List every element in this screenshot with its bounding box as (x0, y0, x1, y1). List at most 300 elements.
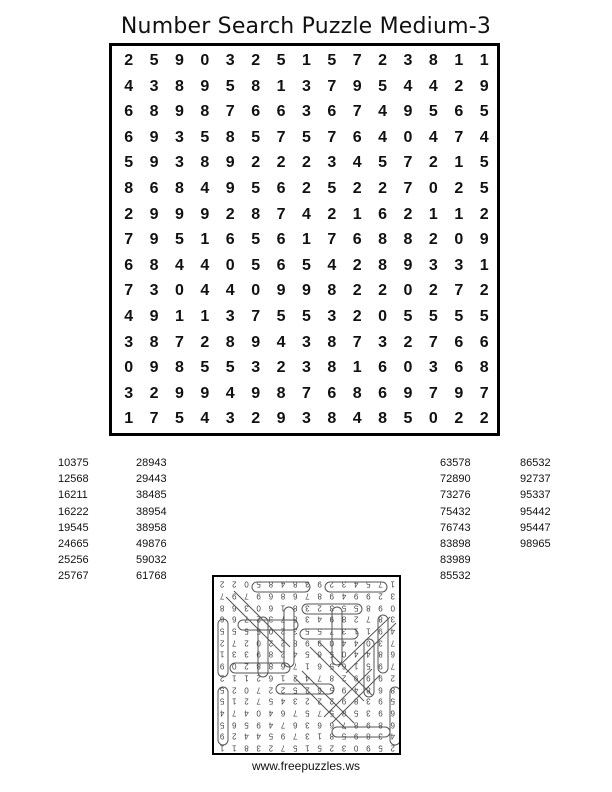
answer-key-cell: 4 (390, 626, 395, 636)
word-list-item: 83989 (440, 554, 471, 567)
answer-key-cell: 0 (268, 626, 274, 636)
grid-cell: 2 (124, 205, 134, 223)
word-list-item: 28943 (136, 457, 167, 469)
answer-key-cell: 2 (232, 579, 237, 589)
grid-cell: 4 (378, 128, 388, 146)
grid-cell: 9 (301, 282, 311, 300)
answer-key-cell: 6 (268, 591, 274, 601)
grid-cell: 1 (276, 77, 286, 95)
grid-cell: 0 (403, 128, 413, 146)
answer-diagonal (226, 597, 282, 653)
answer-key-cell: 9 (366, 591, 371, 601)
grid-cell: 4 (124, 77, 134, 95)
grid-cell: 9 (276, 282, 286, 300)
answer-key-cell: 2 (268, 743, 274, 753)
grid-cell: 9 (149, 231, 159, 249)
answer-key-cell: 2 (244, 661, 249, 671)
grid-cell: 8 (149, 333, 159, 351)
answer-key-cell: 3 (366, 696, 371, 706)
grid-cell: 9 (276, 410, 286, 428)
answer-key-cell: 2 (256, 614, 261, 624)
word-list-item: 83898 (440, 538, 471, 551)
grid-cell: 2 (327, 205, 337, 223)
answer-key-cell: 5 (244, 719, 249, 729)
grid-cell: 6 (327, 103, 337, 121)
grid-cell: 5 (327, 52, 337, 69)
grid-cell: 9 (175, 103, 184, 121)
answer-key-cell: 8 (366, 603, 371, 613)
answer-key-cell: 9 (378, 603, 383, 613)
grid-cell: 6 (378, 359, 388, 377)
grid-cell: 8 (175, 359, 184, 377)
answer-key-cell: 5 (305, 708, 310, 718)
grid-cell: 1 (200, 231, 210, 249)
answer-key-cell: 8 (353, 719, 359, 729)
answer-key-cell: 6 (341, 661, 347, 671)
grid-cell: 9 (225, 154, 235, 172)
answer-key-cell: 3 (390, 614, 395, 624)
grid-cell: 2 (479, 205, 489, 223)
grid-cell: 4 (200, 282, 210, 300)
answer-key-cell: 9 (378, 626, 383, 636)
answer-loop (332, 727, 390, 737)
answer-key-cell: 6 (232, 719, 237, 729)
answer-key-cell: 8 (378, 614, 383, 624)
answer-key-cell: 5 (341, 731, 347, 741)
answer-key-cell: 1 (232, 696, 237, 706)
grid-cell: 9 (149, 359, 159, 377)
word-list-item: 98965 (520, 538, 551, 551)
grid-cell: 5 (479, 103, 489, 121)
answer-key-cell: 9 (256, 591, 261, 601)
answer-key-cell: 8 (256, 661, 261, 671)
answer-key-cell: 2 (219, 638, 225, 648)
grid-cell: 7 (301, 384, 311, 402)
answer-key-cell: 7 (378, 579, 383, 589)
answer-key-cell: 6 (317, 661, 322, 671)
answer-key-cell: 8 (293, 614, 298, 624)
answer-key-cell: 6 (268, 673, 274, 683)
grid-cell: 5 (428, 103, 438, 121)
answer-key-cell: 7 (232, 708, 237, 718)
grid-cell: 9 (454, 384, 464, 402)
answer-key-cell: 3 (366, 708, 371, 718)
grid-cell: 2 (251, 154, 261, 172)
grid-cell: 5 (124, 154, 134, 172)
grid-cell: 2 (352, 256, 362, 274)
grid-cell: 2 (454, 410, 464, 428)
grid-cell: 8 (403, 231, 413, 249)
answer-key-cell: 2 (268, 684, 274, 694)
answer-key-cell: 5 (293, 743, 298, 753)
word-list-item: 75432 (440, 505, 471, 518)
answer-key-cell: 2 (232, 684, 237, 694)
answer-key-cell: 0 (244, 684, 249, 694)
grid-cell: 2 (378, 179, 388, 197)
grid-cell: 2 (428, 231, 438, 249)
answer-key-cell: 5 (305, 626, 310, 636)
answer-key-cell: 0 (256, 638, 261, 648)
grid-cell: 5 (276, 52, 286, 69)
answer-key-cell: 1 (232, 743, 237, 753)
grid-cell: 7 (327, 128, 337, 146)
grid-cell: 0 (454, 231, 464, 249)
answer-key-cell: 7 (280, 614, 286, 624)
grid-cell: 2 (200, 333, 210, 351)
answer-key-cell: 9 (317, 579, 322, 589)
grid-cell: 2 (479, 410, 489, 428)
grid-cell: 4 (200, 179, 210, 197)
answer-key-cell: 9 (366, 673, 371, 683)
answer-key-cell: 7 (390, 638, 395, 648)
grid-cell: 3 (327, 154, 337, 172)
grid-cell: 5 (251, 231, 261, 249)
answer-key-cell: 4 (219, 708, 225, 718)
grid-cell: 5 (403, 410, 413, 428)
answer-key-cell: 9 (232, 591, 237, 601)
answer-key-cell: 5 (268, 731, 274, 741)
grid-cell: 0 (124, 359, 134, 377)
answer-key-cell: 0 (329, 638, 335, 648)
answer-key-cell: 5 (317, 743, 322, 753)
grid-cell: 4 (200, 256, 210, 274)
answer-key-cell: 3 (293, 696, 298, 706)
grid-cell: 5 (479, 179, 489, 197)
answer-key-cell: 2 (305, 684, 310, 694)
grid-cell: 6 (454, 359, 464, 377)
grid-cell: 3 (149, 282, 159, 300)
answer-loop (218, 619, 228, 677)
grid-cell: 6 (124, 103, 134, 121)
answer-key-cell: 8 (378, 649, 383, 659)
grid-cell: 2 (251, 410, 261, 428)
answer-key-cell: 7 (256, 696, 261, 706)
grid-cell: 8 (479, 359, 489, 377)
word-list-item: 61768 (136, 570, 167, 583)
grid-cell: 6 (276, 179, 286, 197)
grid-cell: 4 (124, 307, 134, 325)
word-list-item: 59032 (136, 554, 167, 567)
answer-key-cell: 2 (256, 673, 261, 683)
grid-cell: 0 (378, 307, 388, 325)
grid-cell: 7 (327, 77, 337, 95)
grid-cell: 0 (175, 282, 184, 300)
grid-cell: 2 (428, 154, 438, 172)
word-list-item: 25767 (58, 570, 89, 583)
answer-key-cell: 7 (293, 731, 298, 741)
answer-key-cell: 6 (390, 719, 395, 729)
answer-key-cell: 0 (244, 579, 249, 589)
answer-key-cell: 5 (329, 684, 335, 694)
answer-key-cell: 3 (341, 579, 347, 589)
answer-key-cell: 9 (353, 673, 359, 683)
answer-key-cell: 4 (244, 708, 249, 718)
answer-key-cell: 6 (378, 684, 383, 694)
answer-key-cell: 8 (219, 603, 225, 613)
answer-key-cell: 9 (341, 684, 347, 694)
answer-key-cell: 0 (366, 638, 371, 648)
answer-key-cell: 6 (390, 649, 395, 659)
grid-cell: 8 (124, 179, 134, 197)
answer-loop (325, 582, 387, 592)
grid-cell: 6 (378, 205, 388, 223)
grid-cell: 6 (479, 333, 489, 351)
answer-key-cell: 9 (378, 696, 383, 706)
grid-cell: 6 (276, 231, 286, 249)
answer-key-cell: 5 (366, 579, 371, 589)
grid-cell: 4 (403, 77, 413, 95)
answer-key-cell: 2 (341, 673, 347, 683)
answer-key-cell: 0 (390, 603, 395, 613)
answer-key-cell: 7 (317, 708, 322, 718)
word-list-item: 95337 (520, 489, 551, 502)
grid-cell: 1 (454, 154, 464, 172)
grid-cell: 8 (149, 256, 159, 274)
answer-key-cell: 9 (256, 649, 261, 659)
grid-cell: 9 (403, 256, 413, 274)
grid-cell: 4 (378, 103, 388, 121)
grid-cell: 7 (225, 103, 235, 121)
grid-cell: 5 (225, 359, 235, 377)
grid-cell: 6 (124, 128, 134, 146)
word-list-item: 85532 (440, 570, 471, 583)
grid-cell: 2 (352, 179, 362, 197)
grid-cell: 5 (175, 231, 184, 249)
grid-cell: 1 (479, 256, 489, 274)
answer-key-cell: 4 (341, 638, 347, 648)
answer-key-cell: 5 (232, 626, 237, 636)
answer-key-cell: 4 (341, 591, 347, 601)
grid-cell: 9 (149, 154, 159, 172)
grid-cell: 3 (301, 333, 311, 351)
answer-key-cell: 4 (353, 638, 359, 648)
grid-cell: 4 (200, 410, 210, 428)
grid-cell: 7 (124, 282, 134, 300)
answer-key-cell: 3 (305, 579, 310, 589)
word-list-item: 25256 (58, 554, 89, 567)
answer-key-cell: 3 (305, 603, 310, 613)
grid-cell: 2 (251, 52, 261, 69)
answer-key-cell: 5 (268, 696, 274, 706)
answer-key-cell: 0 (353, 743, 359, 753)
grid-cell: 7 (149, 410, 159, 428)
grid-cell: 7 (124, 231, 134, 249)
grid-cell: 9 (251, 384, 261, 402)
answer-key-cell: 6 (293, 719, 298, 729)
word-list-item: 95442 (520, 505, 551, 518)
grid-cell: 4 (352, 154, 362, 172)
answer-key-cell: 6 (293, 591, 298, 601)
grid-cell: 6 (327, 384, 337, 402)
grid-cell: 3 (301, 77, 311, 95)
answer-key-cell: 6 (317, 684, 322, 694)
grid-cell: 9 (149, 128, 159, 146)
grid-cell: 8 (175, 77, 184, 95)
word-list-item: 16222 (58, 505, 89, 518)
answer-key-cell: 8 (280, 591, 286, 601)
answer-key-cell: 6 (317, 719, 322, 729)
grid-cell: 7 (403, 179, 413, 197)
grid-cell: 8 (378, 256, 388, 274)
answer-key-cell: 2 (390, 673, 395, 683)
grid-cell: 8 (149, 103, 159, 121)
answer-key-cell: 3 (244, 603, 249, 613)
answer-key-cell: 4 (390, 731, 395, 741)
grid-cell: 1 (454, 205, 464, 223)
grid-cell: 0 (428, 410, 438, 428)
answer-loop (218, 687, 228, 745)
grid-cell: 7 (428, 384, 438, 402)
grid-cell: 1 (479, 52, 489, 69)
answer-key-cell: 0 (256, 603, 261, 613)
grid-cell: 9 (479, 231, 489, 249)
answer-key-cell: 7 (232, 638, 237, 648)
answer-key-cell: 1 (280, 673, 286, 683)
answer-key-cell: 2 (244, 638, 249, 648)
grid-cell: 2 (479, 282, 489, 300)
grid-cell: 7 (276, 205, 286, 223)
answer-key-cell: 8 (268, 661, 274, 671)
grid-cell: 8 (327, 282, 337, 300)
answer-key-cell: 2 (280, 649, 286, 659)
answer-key-cell: 5 (390, 696, 395, 706)
grid-cell: 4 (175, 256, 184, 274)
grid-cell: 2 (352, 282, 362, 300)
answer-key-cell: 9 (366, 719, 371, 729)
answer-key-cell: 9 (305, 638, 310, 648)
grid-cell: 5 (251, 179, 261, 197)
answer-key-highlights (214, 577, 401, 755)
answer-key-cell: 1 (305, 743, 310, 753)
grid-cell: 2 (403, 333, 413, 351)
grid-cell: 6 (454, 333, 464, 351)
grid-cell: 9 (352, 77, 362, 95)
answer-key-cell: 7 (280, 719, 286, 729)
answer-key-cell: 2 (219, 579, 225, 589)
grid-cell: 0 (428, 179, 438, 197)
grid-cell: 3 (378, 333, 388, 351)
grid-cell: 6 (124, 256, 134, 274)
answer-key-cell: 8 (390, 684, 395, 694)
answer-key-cell: 7 (293, 661, 298, 671)
answer-loop (276, 684, 334, 694)
word-list-item: 86532 (520, 457, 551, 469)
answer-key-cell: 3 (378, 731, 383, 741)
grid-cell: 6 (352, 128, 362, 146)
answer-key-cell: 7 (317, 673, 322, 683)
answer-key-cell: 2 (353, 614, 359, 624)
grid-cell: 5 (251, 256, 261, 274)
grid-cell: 7 (352, 103, 362, 121)
answer-key-cell: 9 (219, 661, 225, 671)
grid-cell: 1 (352, 359, 362, 377)
grid-cell: 7 (454, 128, 464, 146)
grid-cell: 3 (403, 52, 413, 69)
grid-cell: 0 (403, 282, 413, 300)
answer-key-cell: 8 (341, 614, 347, 624)
grid-cell: 8 (276, 384, 286, 402)
answer-key-cell: 1 (219, 743, 225, 753)
grid-cell: 4 (225, 282, 235, 300)
answer-key-cell: 5 (219, 696, 225, 706)
answer-key-cell: 5 (329, 661, 335, 671)
grid-cell: 7 (276, 128, 286, 146)
grid-cell: 3 (428, 256, 438, 274)
grid-cell: 3 (301, 359, 311, 377)
answer-key-cell: 1 (280, 603, 286, 613)
grid-cell: 5 (175, 410, 184, 428)
grid-cell: 9 (251, 333, 261, 351)
answer-key-cell: 9 (256, 719, 261, 729)
grid-cell: 5 (327, 179, 337, 197)
grid-cell: 4 (428, 128, 438, 146)
answer-key-cell: 2 (293, 673, 298, 683)
answer-key-cell: 6 (280, 708, 286, 718)
grid-cell: 3 (124, 384, 134, 402)
word-list-column-4 (520, 455, 551, 552)
word-list-item: 12568 (58, 473, 89, 486)
page-title: Number Search Puzzle Medium-3 (120, 14, 492, 39)
answer-key-cell: 5 (256, 579, 261, 589)
grid-cell: 1 (352, 205, 362, 223)
grid-cell: 8 (200, 103, 210, 121)
answer-key-cell: 6 (232, 614, 237, 624)
word-list-item: 38958 (136, 521, 167, 534)
word-list-item: 63578 (440, 457, 471, 469)
answer-key-cell: 3 (378, 638, 383, 648)
grid-cell: 3 (124, 333, 134, 351)
grid-cell: 9 (149, 205, 159, 223)
grid-cell: 8 (378, 231, 388, 249)
grid-cell: 6 (251, 103, 261, 121)
grid-cell: 4 (352, 410, 362, 428)
grid-cell: 8 (352, 384, 362, 402)
answer-key-cell: 1 (390, 579, 395, 589)
answer-key-cell: 3 (341, 626, 347, 636)
answer-key-cell: 7 (329, 626, 335, 636)
grid-cell: 1 (301, 52, 311, 69)
answer-key-cell: 9 (341, 696, 347, 706)
grid-cell: 7 (352, 333, 362, 351)
answer-diagonal (234, 591, 290, 647)
grid-cell: 4 (276, 333, 286, 351)
answer-diagonal (332, 675, 380, 723)
grid-cell: 6 (149, 179, 159, 197)
grid-cell: 3 (251, 359, 261, 377)
grid-cell: 7 (327, 231, 337, 249)
grid-cell: 6 (225, 231, 235, 249)
answer-key-cell: 1 (317, 731, 322, 741)
grid-cell: 9 (200, 384, 210, 402)
grid-cell: 7 (175, 333, 184, 351)
grid-cell: 2 (378, 282, 388, 300)
grid-cell: 0 (225, 256, 235, 274)
grid-cell: 9 (175, 384, 184, 402)
word-list-column-2 (136, 455, 167, 585)
grid-cell: 3 (301, 410, 311, 428)
grid-cell: 9 (403, 103, 413, 121)
puzzle-grid-cells (116, 48, 497, 432)
answer-key-cell: 7 (390, 661, 395, 671)
answer-key-cell: 6 (390, 708, 395, 718)
answer-key-cell: 8 (366, 684, 371, 694)
answer-key-cell: 4 (268, 719, 274, 729)
grid-cell: 2 (124, 52, 134, 69)
answer-key-cell: 5 (378, 743, 383, 753)
grid-cell: 5 (200, 128, 210, 146)
grid-cell: 3 (175, 154, 184, 172)
answer-key-cell: 2 (280, 626, 286, 636)
